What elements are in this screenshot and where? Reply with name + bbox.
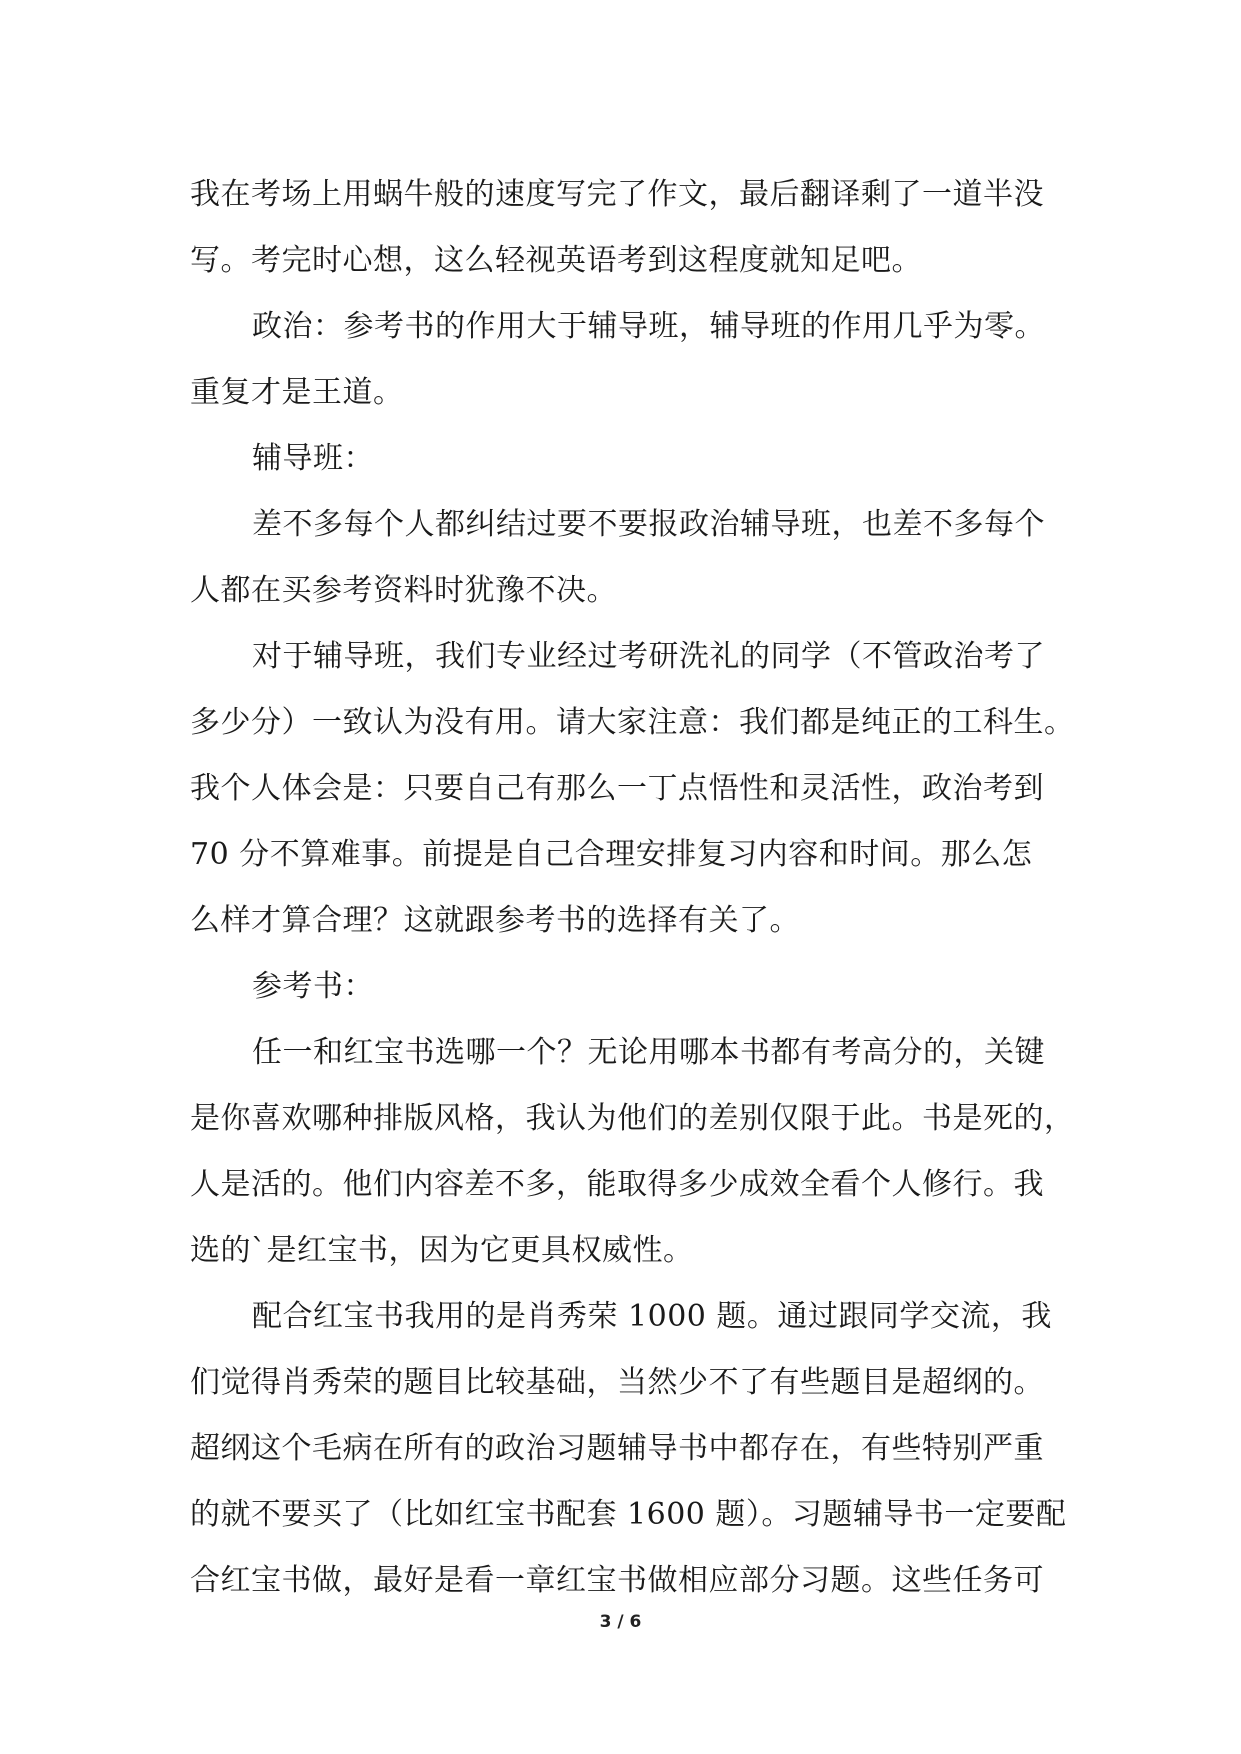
paragraph-politics (190, 294, 1060, 426)
text-line: 我个人体会是：只要自己有那么一丁点悟性和灵活性，政治考到 (190, 771, 1044, 806)
text-line: 超纲这个毛病在所有的政治习题辅导书中都存在，有些特别严重 (190, 1431, 1044, 1466)
heading-line: 参考书： (252, 969, 374, 1004)
text-line: 合红宝书做，最好是看一章红宝书做相应部分习题。这些任务可 (190, 1563, 1044, 1598)
text-line: 多少分）一致认为没有用。请大家注意：我们都是纯正的工科生。 (190, 705, 1075, 740)
paragraph-books-exercises (190, 1284, 1067, 1614)
text-line: 写。考完时心想，这么轻视英语考到这程度就知足吧。 (190, 243, 922, 278)
section-heading-tutoring (190, 426, 1060, 492)
heading-line: 辅导班： (252, 441, 374, 476)
paragraph-tutoring-opinion (190, 624, 1075, 954)
text-line: 是你喜欢哪种排版风格，我认为他们的差别仅限于此。书是死的， (190, 1101, 1075, 1136)
text-line: 70 分不算难事。前提是自己合理安排复习内容和时间。那么怎 (190, 837, 1033, 872)
text-line: 重复才是王道。 (190, 375, 404, 410)
document-body (190, 162, 1075, 1614)
text-line: 差不多每个人都纠结过要不要报政治辅导班，也差不多每个 (252, 507, 1045, 542)
text-line: 么样才算合理？这就跟参考书的选择有关了。 (190, 903, 800, 938)
text-line: 任一和红宝书选哪一个？无论用哪本书都有考高分的，关键 (252, 1035, 1045, 1070)
paragraph-english-end (190, 162, 1060, 294)
text-line: 我在考场上用蜗牛般的速度写完了作文，最后翻译剩了一道半没 (190, 177, 1044, 212)
text-line: 人都在买参考资料时犹豫不决。 (190, 573, 617, 608)
text-line: 配合红宝书我用的是肖秀荣 1000 题。通过跟同学交流，我 (252, 1299, 1052, 1334)
section-heading-books (190, 954, 1060, 1020)
text-line: 人是活的。他们内容差不多，能取得多少成效全看个人修行。我 (190, 1167, 1044, 1202)
paragraph-tutoring-dilemma (190, 492, 1060, 624)
text-line: 们觉得肖秀荣的题目比较基础，当然少不了有些题目是超纲的。 (190, 1365, 1044, 1400)
text-line: 政治：参考书的作用大于辅导班，辅导班的作用几乎为零。 (252, 309, 1045, 344)
page-number: 3 / 6 (599, 1612, 642, 1632)
text-line: 的就不要买了（比如红宝书配套 1600 题）。习题辅导书一定要配 (190, 1497, 1067, 1532)
text-line: 对于辅导班，我们专业经过考研洗礼的同学（不管政治考了 (252, 639, 1045, 674)
paragraph-books-choice (190, 1020, 1075, 1284)
text-line: 选的`是红宝书，因为它更具权威性。 (190, 1233, 694, 1268)
